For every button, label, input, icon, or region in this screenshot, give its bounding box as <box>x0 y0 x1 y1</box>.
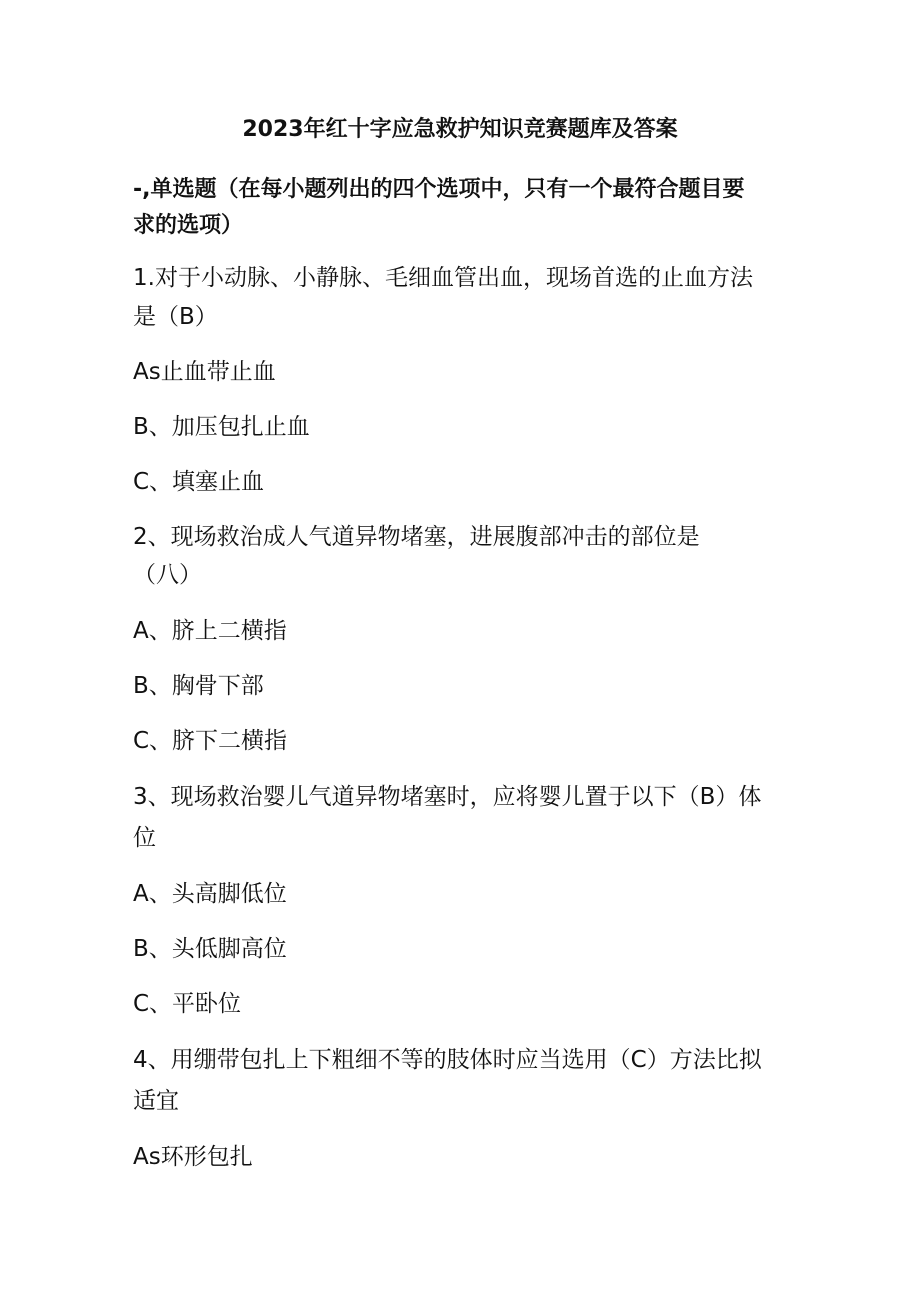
question-1-text: 1.对于小动脉、小静脉、毛细血管出血，现场首选的止血方法 <box>133 265 753 291</box>
question-3-text-cont: 位 <box>133 825 156 851</box>
question-1-text-cont: 是（B） <box>133 304 218 330</box>
question-2-option-b: B、胸骨下部 <box>133 673 264 699</box>
question-2-text-cont: （八） <box>133 562 202 588</box>
question-4-text: 4、用绷带包扎上下粗细不等的肢体时应当选用（C）方法比拟 <box>133 1047 762 1073</box>
question-1-option-a: As止血带止血 <box>133 359 276 385</box>
document-title: 2023年红十字应急救护知识竞赛题库及答案 <box>242 117 678 142</box>
question-1-option-c: C、填塞止血 <box>133 469 265 495</box>
question-3-text: 3、现场救治婴儿气道异物堵塞时，应将婴儿置于以下（B）体 <box>133 784 762 810</box>
question-3-option-a: A、头高脚低位 <box>133 881 287 907</box>
question-2-text: 2、现场救治成人气道异物堵塞，进展腹部冲击的部位是 <box>133 524 700 550</box>
question-4-option-a: As环形包扎 <box>133 1144 253 1170</box>
question-2-option-c: C、脐下二横指 <box>133 728 288 754</box>
section-heading-line-1: -,单选题（在每小题列出的四个选项中，只有一个最符合题目要 <box>133 177 745 202</box>
question-4-text-cont: 适宜 <box>133 1088 179 1114</box>
section-heading-line-2: 求的选项） <box>133 213 244 238</box>
question-1-option-b: B、加压包扎止血 <box>133 414 310 440</box>
question-2-option-a: A、脐上二横指 <box>133 618 287 644</box>
question-3-option-b: B、头低脚高位 <box>133 936 287 962</box>
question-3-option-c: C、平卧位 <box>133 991 242 1017</box>
